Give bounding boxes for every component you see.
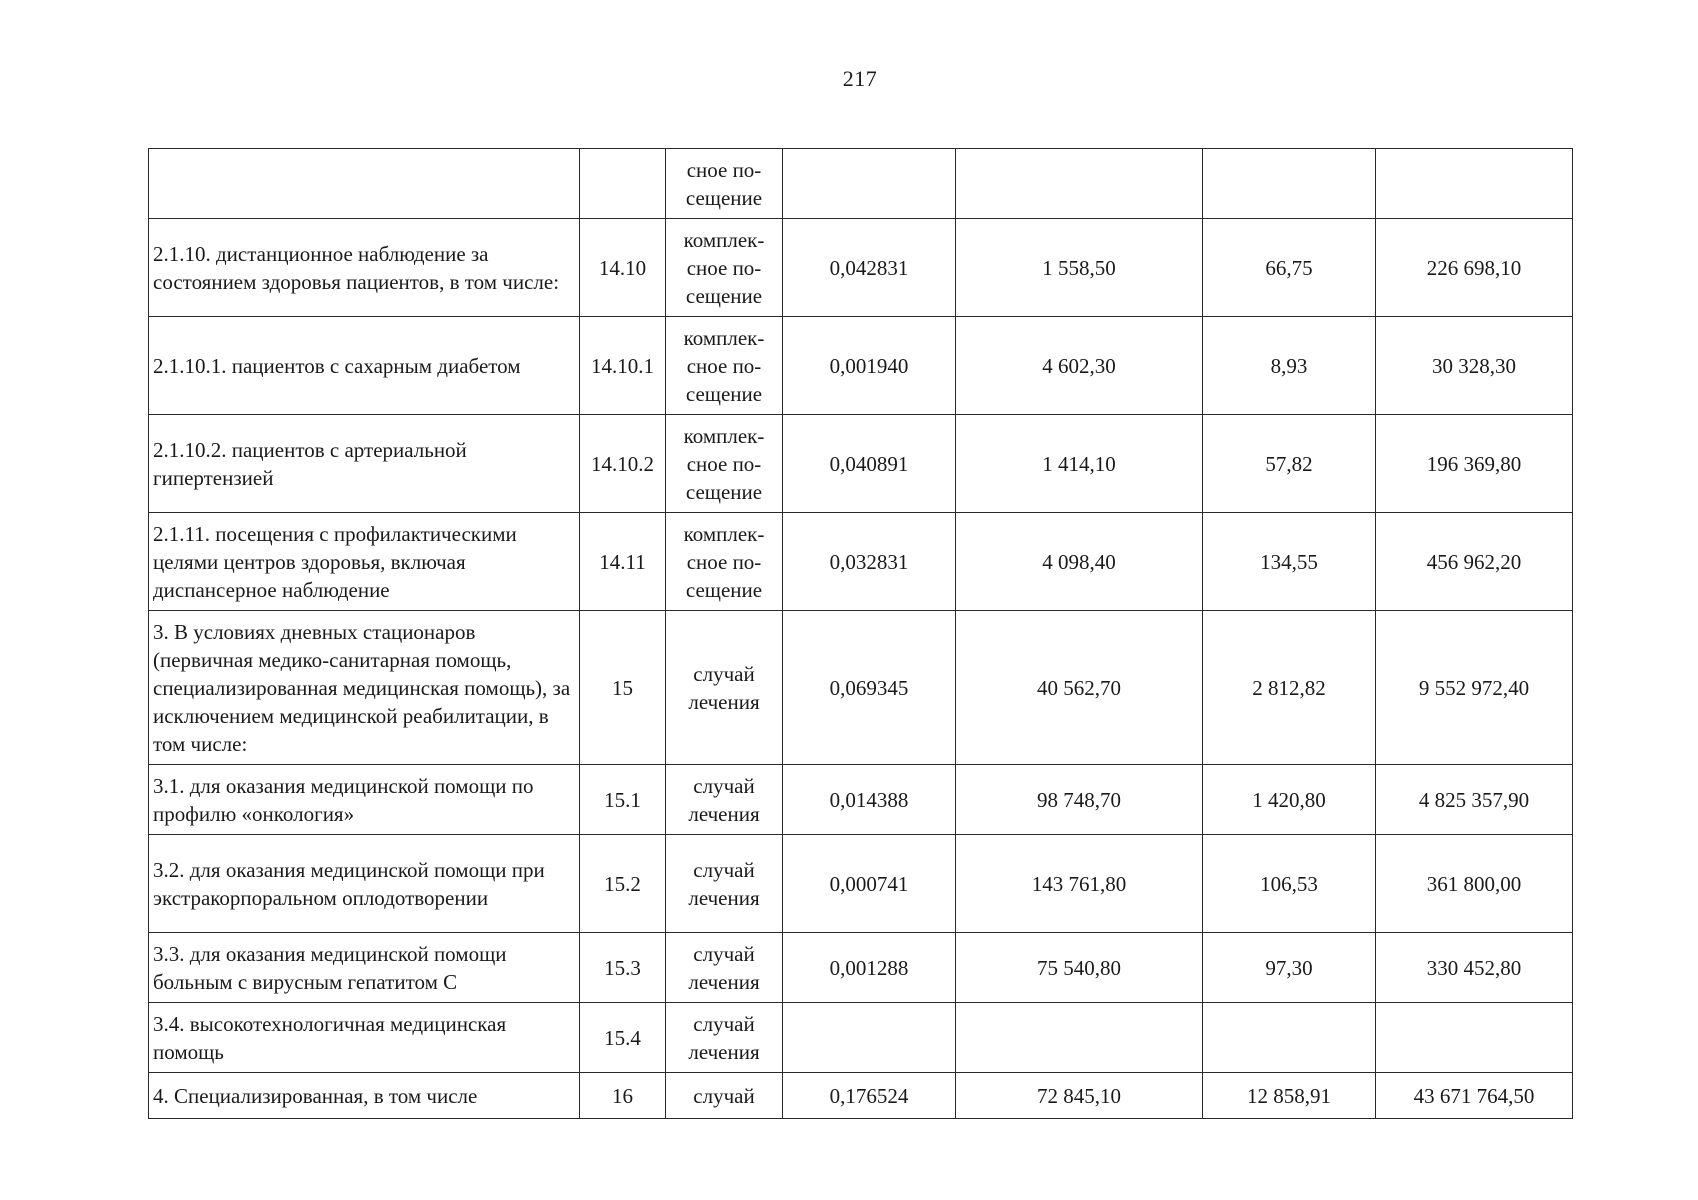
row-value-2-cell: [956, 1003, 1203, 1073]
row-value-2-cell: 1 414,10: [956, 415, 1203, 513]
table-row: [149, 317, 1573, 415]
row-value-1-cell: 0,042831: [783, 219, 956, 317]
row-value-3-cell: 57,82: [1203, 415, 1376, 513]
row-name-cell: 2.1.11. посещения с профилактическими целями центров здоровья, включая диспансерное наблюдение: [149, 513, 580, 611]
row-value-2-cell: 75 540,80: [956, 933, 1203, 1003]
row-unit-cell: [666, 765, 783, 835]
table-body: [149, 149, 1573, 1119]
table-row: [149, 835, 1573, 933]
row-unit-cell: [666, 933, 783, 1003]
row-value-1-cell: [783, 149, 956, 219]
row-value-4-cell: 4 825 357,90: [1376, 765, 1573, 835]
row-name-cell: 3. В условиях дневных стационаров (первичная медико-санитарная помощь, специализированная медицинская помощь), за исключением медицинской реабилитации, в том числе:: [149, 611, 580, 765]
row-value-4-cell: 361 800,00: [1376, 835, 1573, 933]
row-name-cell: 3.2. для оказания медицинской помощи при экстракорпоральном оплодотворении: [149, 835, 580, 933]
row-number-cell: 15: [580, 611, 666, 765]
row-value-3-cell: 134,55: [1203, 513, 1376, 611]
row-unit-cell: [666, 611, 783, 765]
row-unit-cell: [666, 835, 783, 933]
row-number-cell: 15.1: [580, 765, 666, 835]
row-value-2-cell: 72 845,10: [956, 1073, 1203, 1119]
unit-line: сещение: [685, 479, 763, 504]
table-row: [149, 513, 1573, 611]
row-value-2-cell: 1 558,50: [956, 219, 1203, 317]
unit-line: случай: [693, 773, 755, 798]
unit-line: случай: [693, 857, 755, 882]
unit-line: комплек-: [683, 423, 765, 448]
row-number-cell: 14.10.1: [580, 317, 666, 415]
unit-line: сное по-: [686, 549, 762, 574]
row-name-cell: 3.3. для оказания медицинской помощи больным с вирусным гепатитом С: [149, 933, 580, 1003]
row-value-4-cell: 226 698,10: [1376, 219, 1573, 317]
row-unit-cell: [666, 1073, 783, 1119]
row-value-3-cell: [1203, 149, 1376, 219]
unit-line: лечения: [688, 969, 760, 994]
row-value-4-cell: 43 671 764,50: [1376, 1073, 1573, 1119]
unit-line: сещение: [685, 381, 763, 406]
unit-line: сное по-: [686, 255, 762, 280]
unit-line: сещение: [685, 283, 763, 308]
row-unit-cell: [666, 149, 783, 219]
row-unit-cell: [666, 513, 783, 611]
row-value-3-cell: 2 812,82: [1203, 611, 1376, 765]
unit-line: лечения: [688, 1039, 760, 1064]
row-value-1-cell: 0,032831: [783, 513, 956, 611]
row-value-3-cell: 8,93: [1203, 317, 1376, 415]
table-row: [149, 765, 1573, 835]
page-number: 217: [842, 66, 878, 91]
row-value-3-cell: [1203, 1003, 1376, 1073]
unit-line: случай: [693, 661, 755, 686]
row-value-4-cell: 9 552 972,40: [1376, 611, 1573, 765]
row-name-cell: 3.4. высокотехнологичная медицинская помощь: [149, 1003, 580, 1073]
row-value-1-cell: 0,014388: [783, 765, 956, 835]
table-row: [149, 933, 1573, 1003]
row-value-1-cell: 0,069345: [783, 611, 956, 765]
row-number-cell: 14.11: [580, 513, 666, 611]
unit-line: сное по-: [686, 157, 762, 182]
table-row: [149, 1073, 1573, 1119]
row-value-1-cell: 0,176524: [783, 1073, 956, 1119]
row-value-2-cell: 143 761,80: [956, 835, 1203, 933]
row-number-cell: 15.2: [580, 835, 666, 933]
row-value-4-cell: 196 369,80: [1376, 415, 1573, 513]
table-row: [149, 1003, 1573, 1073]
row-name-cell: 2.1.10. дистанционное наблюдение за состоянием здоровья пациентов, в том числе:: [149, 219, 580, 317]
unit-line: комплек-: [683, 521, 765, 546]
row-value-4-cell: 30 328,30: [1376, 317, 1573, 415]
unit-line: сное по-: [686, 353, 762, 378]
row-value-3-cell: 97,30: [1203, 933, 1376, 1003]
row-value-4-cell: [1376, 1003, 1573, 1073]
unit-line: лечения: [688, 801, 760, 826]
row-value-4-cell: 456 962,20: [1376, 513, 1573, 611]
unit-line: случай: [693, 1083, 755, 1108]
row-value-2-cell: 4 602,30: [956, 317, 1203, 415]
row-name-cell: 4. Специализированная, в том числе: [149, 1073, 580, 1119]
unit-line: случай: [693, 1011, 755, 1036]
row-value-3-cell: 1 420,80: [1203, 765, 1376, 835]
unit-line: сещение: [685, 577, 763, 602]
unit-line: лечения: [688, 689, 760, 714]
row-unit-cell: [666, 1003, 783, 1073]
unit-line: случай: [693, 941, 755, 966]
row-name-cell: [149, 149, 580, 219]
row-value-1-cell: 0,000741: [783, 835, 956, 933]
row-number-cell: 16: [580, 1073, 666, 1119]
data-table: [148, 148, 1573, 1119]
row-value-2-cell: 4 098,40: [956, 513, 1203, 611]
row-value-4-cell: [1376, 149, 1573, 219]
unit-line: комплек-: [683, 325, 765, 350]
row-unit-cell: [666, 317, 783, 415]
row-value-2-cell: 40 562,70: [956, 611, 1203, 765]
row-value-3-cell: 106,53: [1203, 835, 1376, 933]
row-value-1-cell: 0,001288: [783, 933, 956, 1003]
row-value-2-cell: [956, 149, 1203, 219]
row-unit-cell: [666, 219, 783, 317]
row-value-4-cell: 330 452,80: [1376, 933, 1573, 1003]
row-name-cell: 2.1.10.1. пациентов с сахарным диабетом: [149, 317, 580, 415]
row-number-cell: 15.3: [580, 933, 666, 1003]
row-name-cell: 3.1. для оказания медицинской помощи по профилю «онкология»: [149, 765, 580, 835]
table-row: [149, 219, 1573, 317]
row-value-1-cell: 0,040891: [783, 415, 956, 513]
row-value-3-cell: 66,75: [1203, 219, 1376, 317]
row-number-cell: [580, 149, 666, 219]
row-number-cell: 14.10: [580, 219, 666, 317]
row-number-cell: 14.10.2: [580, 415, 666, 513]
unit-line: лечения: [688, 885, 760, 910]
table-row: [149, 611, 1573, 765]
row-unit-cell: [666, 415, 783, 513]
table-row: [149, 149, 1573, 219]
row-value-1-cell: [783, 1003, 956, 1073]
row-value-3-cell: 12 858,91: [1203, 1073, 1376, 1119]
unit-line: сещение: [685, 185, 763, 210]
row-number-cell: 15.4: [580, 1003, 666, 1073]
row-name-cell: 2.1.10.2. пациентов с артериальной гипертензией: [149, 415, 580, 513]
unit-line: комплек-: [683, 227, 765, 252]
table-row: [149, 415, 1573, 513]
unit-line: сное по-: [686, 451, 762, 476]
row-value-2-cell: 98 748,70: [956, 765, 1203, 835]
row-value-1-cell: 0,001940: [783, 317, 956, 415]
